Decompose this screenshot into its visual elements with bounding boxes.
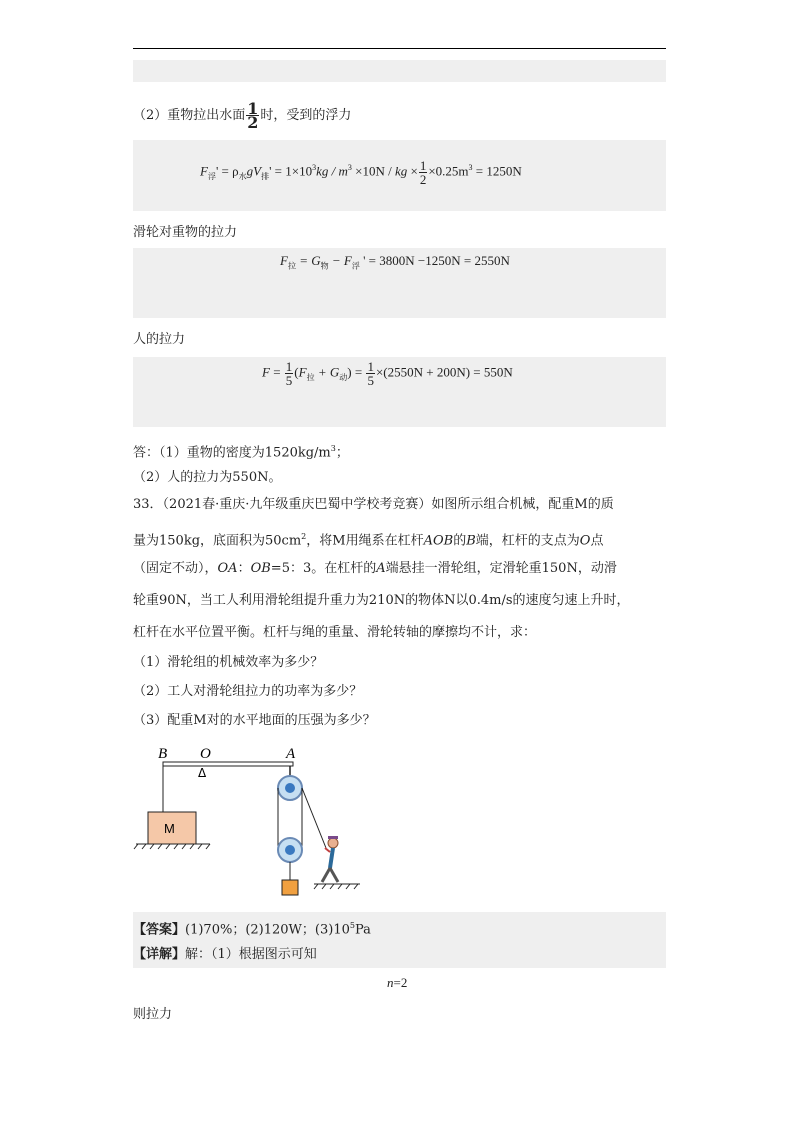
formula-tension: $F_拉 = G_物 - F_浮$ ' = 3800N −1250N = 2550N [280, 253, 510, 271]
part2-prefix: （2）重物拉出水面 [133, 108, 246, 123]
formula-box-top [133, 60, 666, 82]
q33-sub-3: （3）配重M对的水平地面的压强为多少？ [133, 713, 376, 728]
load-N [282, 880, 298, 895]
detail-line: 【详解】解：（1）根据图示可知 [133, 947, 317, 962]
person-force-label: 人的拉力 [133, 332, 186, 347]
q33-sub-2: （2）工人对滑轮组拉力的功率为多少？ [133, 684, 363, 699]
label-A: A [286, 746, 296, 762]
fixed-pulley-hub [285, 783, 295, 793]
part2-line [133, 99, 352, 132]
ground-right-hatch [314, 884, 358, 889]
label-O: O [200, 746, 211, 762]
q33-sub-1: （1）滑轮组的机械效率为多少？ [133, 655, 324, 670]
n-equation: n=2 [387, 975, 408, 990]
part2-suffix: 时，受到的浮力 [260, 108, 352, 123]
label-B: B [158, 746, 168, 762]
lever-pulley-figure [130, 740, 370, 900]
pulley-force-label: 滑轮对重物的拉力 [133, 225, 238, 240]
ground-left-hatch [134, 844, 210, 849]
answer-2: （2）人的拉力为550N。 [133, 470, 282, 485]
q33-line-1: 33．（2021春·重庆·九年级重庆巴蜀中学校考竞赛）如图所示组合机械，配重M的质 [133, 497, 614, 512]
lever-bar [163, 762, 293, 766]
q33-line-5: 杠杆在水平位置平衡。杠杆与绳的重量、滑轮转轴的摩擦均不计，求： [133, 625, 537, 640]
formula-buoyancy: $F_浮' = \rho_水gV_排' = 1\times 10^3kg / m^3 \times 10N$ / kg × $\frac{1}{2}$ $\times 0.25m^3 = 1250N$ [200, 158, 522, 187]
answer-line: 【答案】(1)70%；(2)120W；$(3)10^5Pa$ [133, 921, 371, 938]
q33-line-3: （固定不动），OA：OB=5：3。在杠杆的A端悬挂一滑轮组，定滑轮重150N，动滑 [133, 561, 617, 576]
header-rule [133, 48, 666, 49]
q33-line-2: 量为150kg，底面积为$50cm^2$，将M用绳系在杠杆AOB的B端，杠杆的支点为O点 [133, 532, 604, 549]
formula-person-force: F = $\frac{1}{5}$ $(F_拉 + G_动)$ = $\frac{1}{5}$ ×(2550N + 200N) = 550N [262, 359, 513, 388]
movable-pulley-hub [285, 845, 295, 855]
label-M: M [164, 821, 175, 836]
pivot-icon: Δ [198, 766, 207, 780]
rope-to-worker [302, 788, 326, 848]
then-pull-force: 则拉力 [133, 1007, 173, 1022]
q33-line-4: 轮重90N，当工人利用滑轮组提升重力为210N的物体N以0.4m/s的速度匀速上升时， [133, 593, 630, 608]
answer-1: 答：（1）重物的密度为$1520kg/m^3$； [133, 444, 349, 461]
half-fraction: $\frac{1}{2}$ [247, 99, 259, 132]
